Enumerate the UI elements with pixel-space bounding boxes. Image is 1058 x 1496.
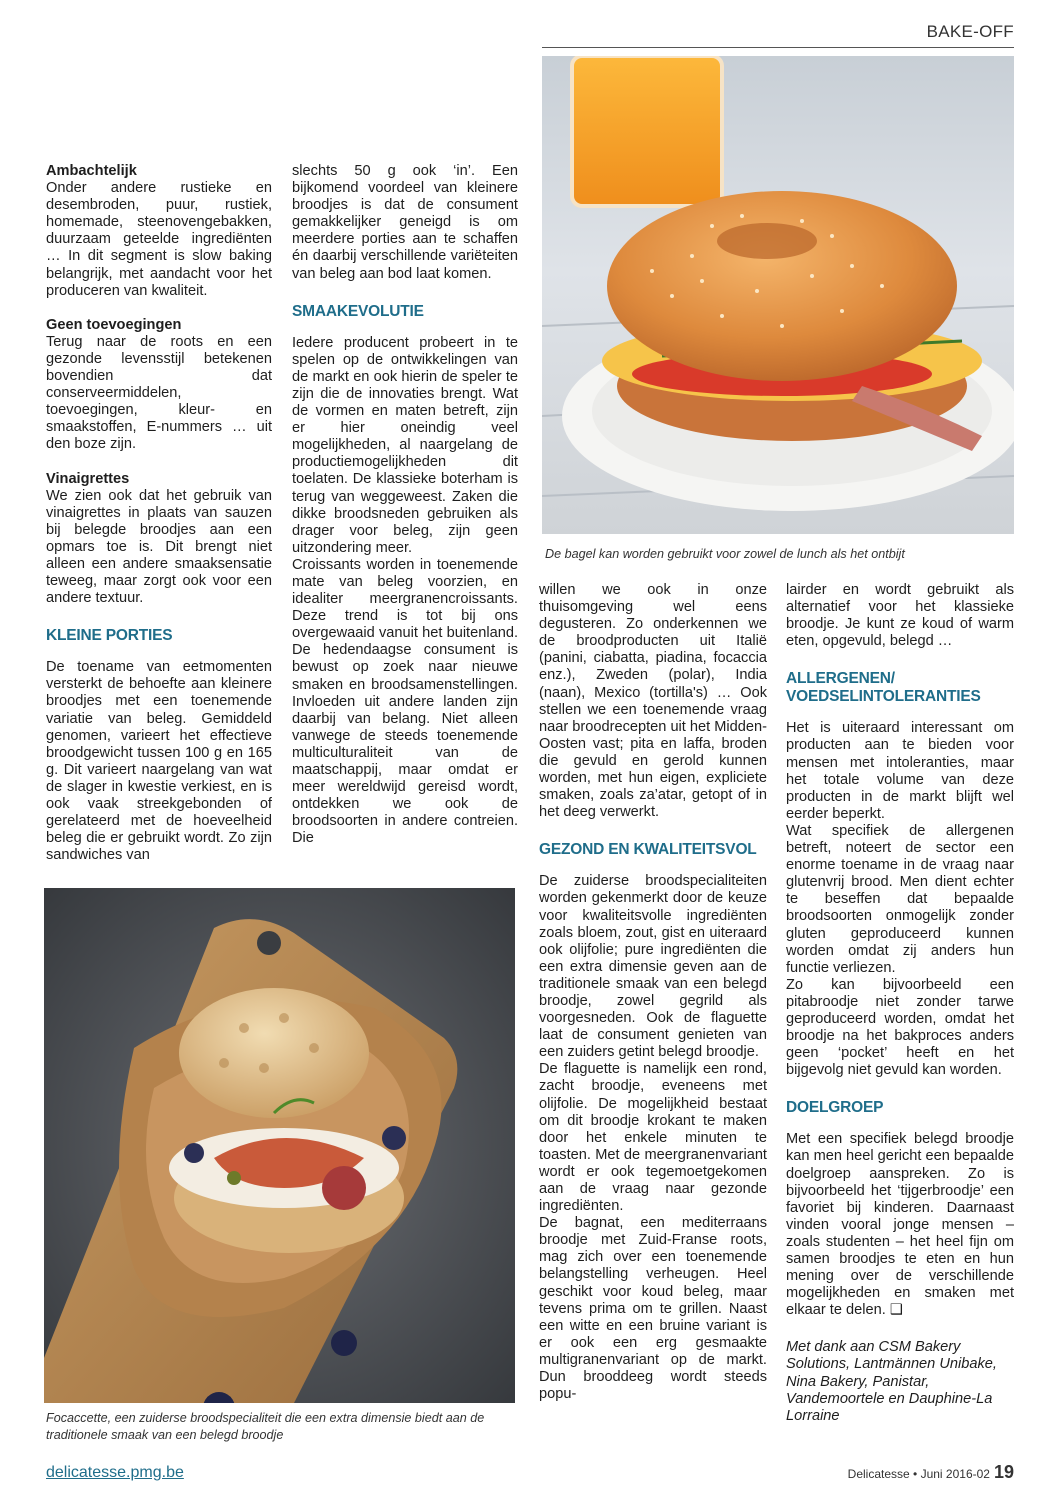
paragraph-gezond-2: De flaguette is namelijk een rond, zacht broodje, eveneens met olijfolie. De mogelijkheid bestaat om dit broodje krokant te maken door het enkele minuten te toasten. Met de meergranenvariant wordt er ook tegemoetgekomen aan de vraag naar gezonde ingrediënten. [539,1061,767,1215]
footer-website-link[interactable]: delicatesse.pmg.be [46,1464,184,1481]
paragraph-continued-4: lairder en wordt gebruikt als alternatief voor het klassieke broodje. Je kunt ze koud of warm eten, opgevuld, belegd … [786,582,1014,650]
paragraph-doelgroep [786,1131,1014,1319]
column-2 [292,163,518,847]
paragraph-gezond-3: De bagnat, een mediterraans broodje met Zuid-Franse roots, mag zich over een toenemende belangstelling verheugen. Heel geschikt voor koud beleg, maar tevens prima om te grillen. Naast een witte en een bruine variant is er ook een erg gesmaakte multigranenvariant op de markt. Dun brooddeeg wordt steeds popu- [539,1215,767,1403]
heading-kleine-porties: KLEINE PORTIES [46,627,173,645]
heading-allergenen-line-1: ALLERGENEN/ [786,670,895,688]
paragraph-smaakevolutie-1: Iedere producent probeert in te spelen op de ontwikkelingen van de markt en ook hierin de speler te zijn die de innovaties brengt. Wat de vormen en maten betreft, zijn er hier oneindig veel mogelijkheden, al naargelang de productiemogelijkheden dit toelaten. De klassieke boterham is terug van weggeweest. Zaken die dikke broodsneden gebruiken als drager voor beleg, zijn geen uitzondering meer. [292,334,518,556]
column-3 [539,582,767,1403]
paragraph-smaakevolutie-2: Croissants worden in toenemende mate van beleg voorzien, en idealiter meergranencroissants. Deze trend is tot bij ons overgewaaid vanuit het buitenland. De hedendaagse consument is bewust op zoek naar nieuwe smaken en broodsamenstellingen. Invloeden uit andere landen zijn daarbij van belang. Niet alleen vanwege de steeds toenemende multiculturaliteit van de maatschappij, maar omdat er meer wereldwijd gereisd wordt, ontdekken we ook de broodsoorten in andere contreien. Die [292,556,518,847]
paragraph-continued-3: willen we ook in onze thuisomgeving wel eens degusteren. Zo onderkennen we de broodproducten uit Italië (panini, ciabatta, piadina, focaccia enz.), Zweden (polar), India (naan), Mexico (tortilla's) … Ook stellen we een toenemende vraag naar broodrecepten uit het Midden-Oosten vast; pita en laffa, broden die gevuld en gerold kunnen worden, met hun eigen, expliciete smaken, zoals za’atar, getopt of in het deeg verwerkt. [539,582,767,821]
paragraph-gezond-1: De zuiderse broodspecialiteiten worden gekenmerkt door de keuze voor kwaliteitsvolle ingrediënten zoals bloem, zout, gist en uiteraard ook olijfolie; pure ingrediënten die een extra dimensie geven aan de traditionele smaak van een belegd broodje, zowel gegrild als voorgesneden. Ook de flaguette laat de consument genieten van een zuiders getint belegd broodje. [539,873,767,1061]
page-number: 19 [993,1462,1014,1482]
focaccette-caption: Focaccette, een zuiderse broodspecialiteit die een extra dimensie biedt aan de traditionele smaak van een belegd broodje [46,1411,485,1442]
subheading-vinaigrettes: Vinaigrettes [46,470,130,487]
paragraph-vinaigrettes: We zien ook dat het gebruik van vinaigrettes in plaats van sauzen bij belegde broodjes aan een opmars toe is. Dit brengt niet alleen een andere smaaksensatie teweeg, maar zorgt ook voor een andere textuur. [46,487,272,607]
heading-gezond-en-kwaliteitsvol: GEZOND EN KWALITEITSVOL [539,841,757,859]
bagel-caption: De bagel kan worden gebruikt voor zowel de lunch als het ontbijt [545,547,905,561]
paragraph-allergenen-1: Het is uiteraard interessant om producten aan te bieden voor mensen met intoleranties, maar het totale volume van deze producten in de markt blijft wel eerder beperkt. [786,720,1014,822]
section-label: BAKE-OFF [926,22,1014,41]
paragraph-continued: slechts 50 g ook ‘in’. Een bijkomend voordeel van kleinere broodjes is dat de consument gemakkelijker geneigd is om meerdere porties aan te schaffen én daarbij verschillende variëteiten van beleg aan bod laat komen. [292,163,518,282]
footer-issue-text: Delicatesse • Juni 2016-02 [847,1467,990,1481]
bagel-photo [542,56,1014,534]
subheading-ambachtelijk: Ambachtelijk [46,163,137,179]
heading-smaakevolutie: SMAAKEVOLUTIE [292,302,424,320]
section-divider [542,47,1014,48]
column-1 [46,163,272,864]
footer-issue [848,1462,1014,1483]
subheading-geen-toevoegingen: Geen toevoegingen [46,316,182,333]
column-4 [786,582,1014,1425]
heading-doelgroep: DOELGROEP [786,1099,884,1117]
paragraph-allergenen-2: Wat specifiek de allergenen betreft, noteert de sector een enorme toename in de vraag naar glutenvrij brood. Men dient echter te beseffen dat bepaalde broodsoorten onmogelijk zonder gluten geproduceerd kunnen worden omdat zij anders hun functie verliezen. [786,822,1014,976]
acknowledgements: Met dank aan CSM Bakery Solutions, Lantmännen Unibake, Nina Bakery, Panistar, Vandemoortele en Dauphine-La Lorraine [786,1339,997,1424]
paragraph-ambachtelijk: Onder andere rustieke en desembroden, puur, rustiek, homemade, steenovengebakken, duurzaam geteelde ingrediënten … In dit segment is slow baking belangrijk, met aandacht voor het produceren van kwaliteit. [46,180,272,299]
paragraph-geen-toevoegingen: Terug naar de roots en een gezonde levensstijl betekenen bovendien dat conserveermiddelen, toevoegingen, kleur- en smaakstoffen, E-nummers … uit den boze zijn. [46,333,272,453]
paragraph-doelgroep-text: Met een specifiek belegd broodje kan men heel gericht een bepaalde doelgroep aanspreken. Zo is bijvoorbeeld het ‘tijgerbroodje’ een favoriet bij kinderen. Daarnaast vinden vooral jonge mensen – zoals studenten – het heel fijn om samen broodjes te eten en hun mening over de verschillende mogelijkheden en smaken met elkaar te delen. [786,1131,1014,1319]
heading-allergenen-line-2: VOEDSELINTOLERANTIES [786,688,981,706]
paragraph-allergenen-3: Zo kan bijvoorbeeld een pitabroodje niet zonder tarwe geproduceerd worden, omdat het broodje na het bakproces anders geen ‘pocket’ heeft en het bijgevolg niet gevuld kan worden. [786,976,1014,1079]
focaccette-photo [44,888,515,1403]
end-mark-icon: ❑ [889,1302,903,1319]
paragraph-kleine-porties: De toename van eetmomenten versterkt de behoefte aan kleinere broodjes met een toenemende variatie van beleg. Gemiddeld genomen, varieert het effectieve broodgewicht tussen 100 g en 165 g. Dit varieert naargelang van wat de slager in kwestie verkiest, en is ook vaak streekgebonden of gerelateerd met de hoeveelheid beleg die er gebruikt wordt. Zo zijn sandwiches van [46,659,272,864]
